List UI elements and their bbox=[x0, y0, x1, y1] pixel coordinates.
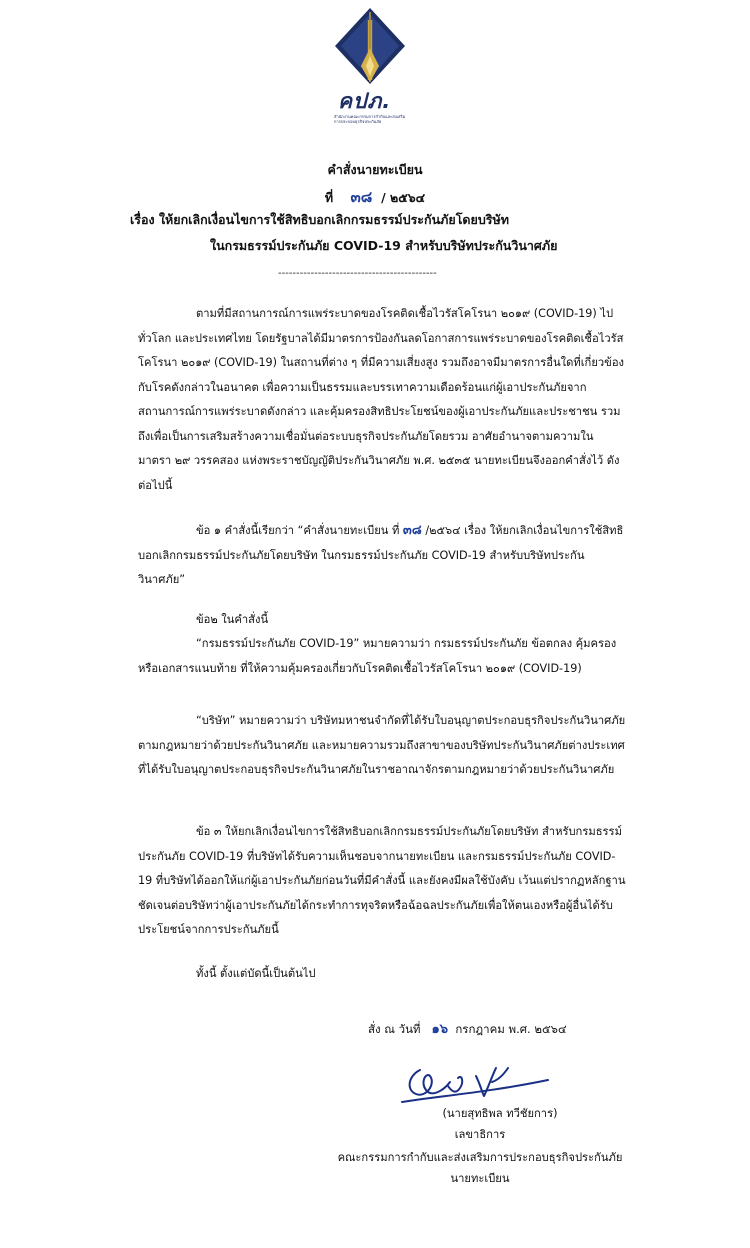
logo-subtitle: สำนักงานคณะกรรมการกำกับและส่งเสริมการประกอบธุรกิจประกันภัย bbox=[334, 114, 406, 124]
preamble-paragraph bbox=[138, 302, 626, 498]
definition-covid-policy-text: “กรมธรรม์ประกันภัย COVID-19” หมายความว่า กรมธรรม์ประกันภัย ข้อตกลง คุ้มครอง หรือเอกสารแนบท้าย ที่ให้ความคุ้มครองเกี่ยวกับโรคติดเชื้อไวรัสโคโรนา ๒๐๑๙ (COVID-19) bbox=[138, 637, 617, 675]
signatory-name: (นายสุทธิพล ทวีชัยการ) bbox=[442, 1107, 558, 1120]
clause-2-heading-text: ข้อ๒ ในคำสั่งนี้ bbox=[196, 613, 269, 626]
order-number-suffix: / ๒๕๖๔ bbox=[381, 190, 426, 205]
order-number-value: ๓๘ bbox=[350, 188, 373, 206]
issue-date bbox=[368, 1018, 567, 1039]
effective-statement-text: ทั้งนี้ ตั้งแต่บัดนี้เป็นต้นไป bbox=[196, 967, 316, 980]
separator-rule: -------------------------------------------- bbox=[278, 268, 437, 279]
oic-logo bbox=[330, 6, 410, 128]
signatory-role: นายทะเบียน bbox=[450, 1172, 510, 1185]
effective-statement bbox=[138, 962, 626, 987]
signatory-position: เลขาธิการ bbox=[454, 1128, 506, 1141]
clause-1 bbox=[138, 519, 626, 593]
issue-date-day: ๑๖ bbox=[431, 1022, 448, 1037]
handwritten-signature bbox=[400, 1060, 550, 1106]
issue-date-rest: กรกฎาคม พ.ศ. ๒๕๖๔ bbox=[455, 1022, 567, 1036]
definition-company bbox=[138, 709, 626, 783]
clause-2-heading bbox=[138, 608, 626, 633]
clause-1-rest: /๒๕๖๔ เรื่อง ให้ยกเลิกเงื่อนไขการใช้สิทธิบอกเลิกกรมธรรม์ประกันภัยโดยบริษัท ในกรมธรรม์ประกันภัย COVID-19 สำหรับบริษัทประกันวินาศภัย” bbox=[138, 524, 624, 586]
logo-wordmark: คปภ. bbox=[338, 89, 392, 113]
issue-date-prefix: สั่ง ณ วันที่ bbox=[368, 1022, 421, 1036]
subject-line-1: เรื่อง ให้ยกเลิกเงื่อนไขการใช้สิทธิบอกเลิกกรมธรรม์ประกันภัยโดยบริษัท bbox=[130, 212, 509, 227]
clause-3-text: ข้อ ๓ ให้ยกเลิกเงื่อนไขการใช้สิทธิบอกเลิกกรมธรรม์ประกันภัยโดยบริษัท สำหรับกรมธรรม์ประกันภัย COVID-19 ที่บริษัทได้รับความเห็นชอบจากนายทะเบียน และกรมธรรม์ประกันภัย COVID-19 ที่บริษัทได้ออกให้แก่ผู้เอาประกันภัยก่อนวันที่มีคำสั่งนี้ และยังคงมีผลใช้บังคับ เว้นแต่ปรากฏหลักฐานชัดเจนต่อบริษัทว่าผู้เอาประกันภัยได้กระทำการทุจริตหรือฉ้อฉลประกันภัยเพื่อให้ตนเองหรือผู้อื่นได้รับประโยชน์จากการประกันภัยนี้ bbox=[138, 825, 626, 936]
clause-1-text bbox=[138, 519, 626, 593]
oic-emblem-icon bbox=[333, 6, 407, 90]
clause-1-lead: ข้อ ๑ คำสั่งนี้เรียกว่า “คำสั่งนายทะเบียน ที่ bbox=[196, 524, 403, 537]
preamble-text: ตามที่มีสถานการณ์การแพร่ระบาดของโรคติดเชื้อไวรัสโคโรนา ๒๐๑๙ (COVID-19) ไปทั่วโลก และประเทศไทย โดยรัฐบาลได้มีมาตรการป้องกันลดโอกาสการแพร่ระบาดของโรคติดเชื้อไวรัสโคโรนา ๒๐๑๙ (COVID-19) ในสถานที่ต่าง ๆ ที่มีความเสี่ยงสูง รวมถึงอาจมีมาตรการอื่นใดที่เกี่ยวข้องกับโรคดังกล่าวในอนาคต เพื่อความเป็นธรรมและบรรเทาความเดือดร้อนแก่ผู้เอาประกันภัยจากสถานการณ์การแพร่ระบาดดังกล่าว และคุ้มครองสิทธิประโยชน์ของผู้เอาประกันภัยและประชาชน รวมถึงเพื่อเป็นการเสริมสร้างความเชื่อมั่นต่อระบบธุรกิจประกันภัยโดยรวม อาศัยอำนาจตามความในมาตรา ๒๙ วรรคสอง แห่งพระราชบัญญัติประกันวินาศภัย พ.ศ. ๒๕๓๕ นายทะเบียนจึงออกคำสั่งไว้ ดังต่อไปนี้ bbox=[138, 307, 624, 492]
definition-company-text: “บริษัท” หมายความว่า บริษัทมหาชนจำกัดที่ได้รับใบอนุญาตประกอบธุรกิจประกันวินาศภัยตามกฎหมายว่าด้วยประกันวินาศภัย และหมายความรวมถึงสาขาของบริษัทประกันวินาศภัยต่างประเทศที่ได้รับใบอนุญาตประกอบธุรกิจประกันวินาศภัยในราชอาณาจักรตามกฎหมายว่าด้วยประกันวินาศภัย bbox=[138, 714, 626, 776]
order-number bbox=[0, 185, 750, 209]
order-number-prefix: ที่ bbox=[324, 190, 334, 205]
definition-covid-policy bbox=[138, 632, 626, 681]
order-title: คำสั่งนายทะเบียน bbox=[327, 162, 423, 177]
clause-1-order-number: ๓๘ bbox=[402, 523, 422, 538]
signatory-organization: คณะกรรมการกำกับและส่งเสริมการประกอบธุรกิจประกันภัย bbox=[337, 1151, 623, 1164]
subject-line-2: ในกรมธรรม์ประกันภัย COVID-19 สำหรับบริษัทประกันวินาศภัย bbox=[210, 238, 558, 253]
clause-3 bbox=[138, 820, 626, 943]
